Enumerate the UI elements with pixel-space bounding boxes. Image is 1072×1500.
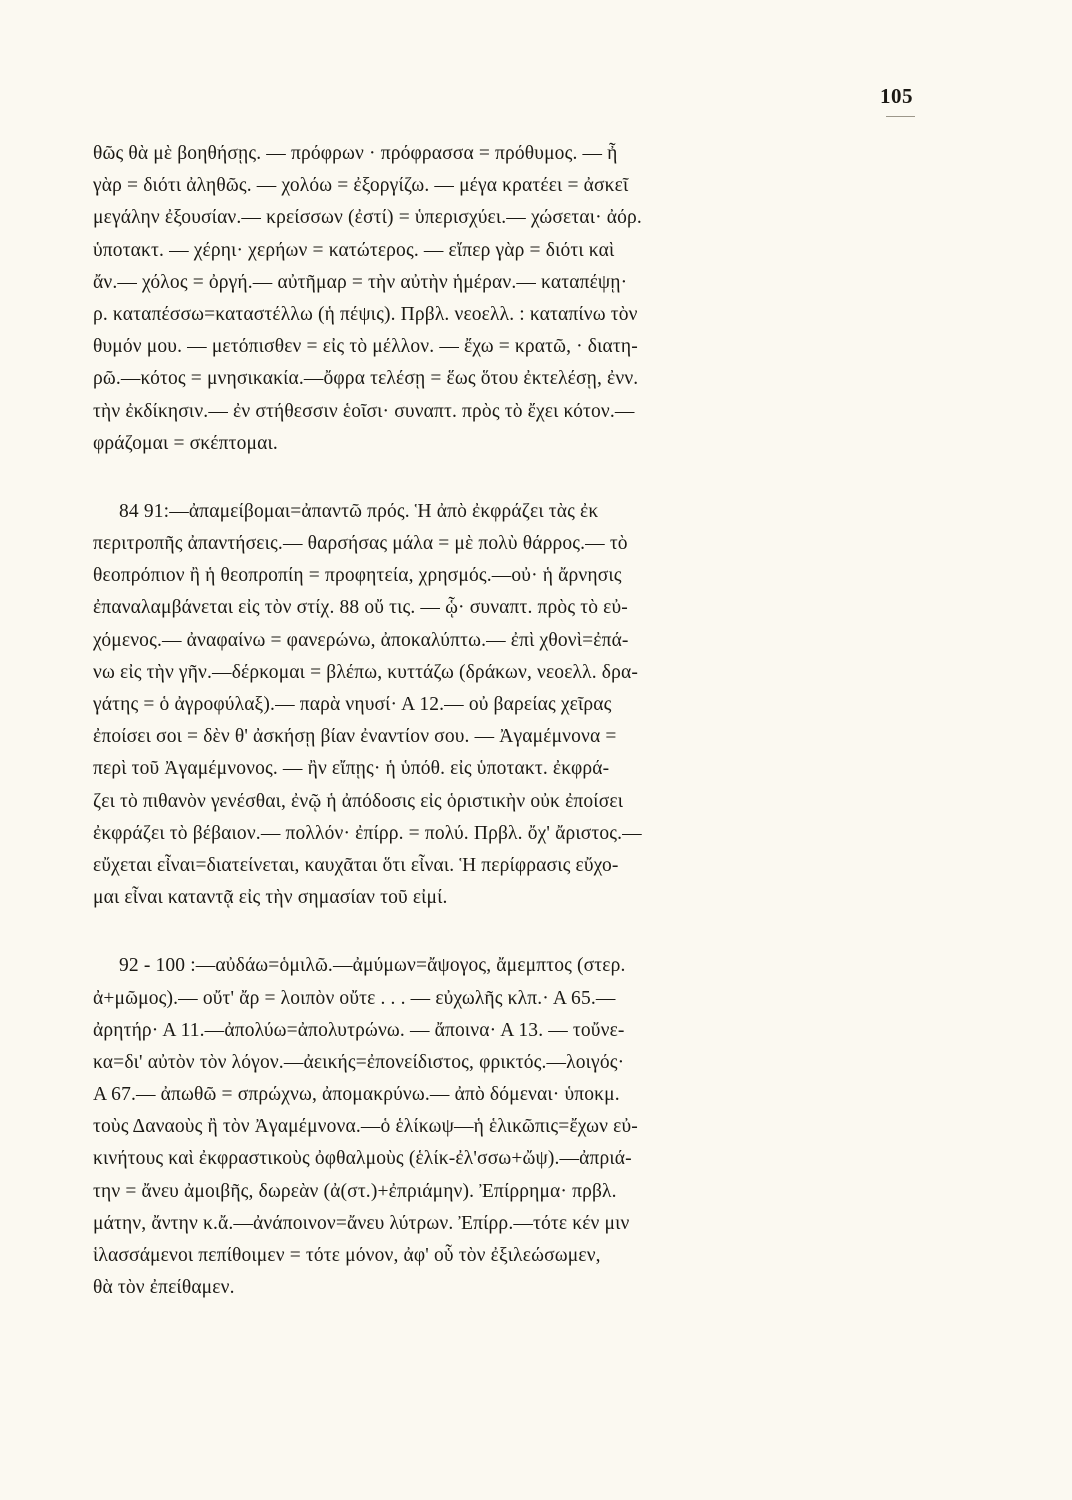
text-line: φράζομαι = σκέπτομαι. (93, 432, 278, 454)
text-line: θεοπρόπιον ἢ ἡ θεοπροπίη = προφητεία, χρησμός.—οὐ· ἡ ἄρνησις (93, 565, 622, 587)
text-line: ἐκφράζει τὸ βέβαιον.— πολλόν· ἐπίρρ. = πολύ. Πρβλ. ὄχ' ἄριστος.— (93, 822, 642, 844)
text-line: ἐπαναλαμβάνεται εἰς τὸν στίχ. 88 οὔ τις. — ᾧ· συναπτ. πρὸς τὸ εὐ- (93, 597, 628, 619)
text-line: εὔχεται εἶναι=διατείνεται, καυχᾶται ὅτι εἶναι. Ἡ περίφρασις εὔχο- (93, 854, 619, 876)
page-number: 105 (880, 84, 913, 108)
paragraph-2 (93, 496, 935, 914)
paragraph-3 (93, 950, 935, 1304)
text-line: μεγάλην ἐξουσίαν.— κρείσσων (ἐστί) = ὑπερισχύει.— χώσεται· ἀόρ. (93, 207, 642, 229)
text-line: ζει τὸ πιθανὸν γενέσθαι, ἐνῷ ἡ ἀπόδοσις εἰς ὁριστικὴν οὐκ ἐποίσει (93, 790, 624, 812)
text-line: περὶ τοῦ Ἀγαμέμνονος. — ἢν εἴπῃς· ἡ ὑπόθ. εἰς ὑποτακτ. ἐκφρά- (93, 758, 610, 780)
text-line: 92 - 100 :—αὐδάω=ὁμιλῶ.—ἀμύμων=ἄψογος, ἄμεμπτος (στερ. (119, 955, 626, 977)
text-line: ἀ+μῶμος).— οὔτ' ἄρ = λοιπὸν οὔτε . . . — εὐχωλῆς κλπ.· Α 65.— (93, 987, 616, 1009)
text-line: κα=δι' αὐτὸν τὸν λόγον.—ἀεικής=ἐπονείδιστος, φρικτός.—λοιγός· (93, 1051, 625, 1073)
text-line: θυμόν μου. — μετόπισθεν = εἰς τὸ μέλλον. — ἔχω = κρατῶ, · διατη- (93, 336, 638, 358)
text-line: χόμενος.— ἀναφαίνω = φανερώνω, ἀποκαλύπτω.— ἐπὶ χθονὶ=ἐπά- (93, 629, 629, 651)
text-line: μαι εἶναι καταντᾷ εἰς τὴν σημασίαν τοῦ εἰμί. (93, 887, 448, 909)
text-line: γὰρ = διότι ἀληθῶς. — χολόω = ἐξοργίζω. — μέγα κρατέει = ἀσκεῖ (93, 175, 629, 197)
text-line: περιτροπῆς ἀπαντήσεις.— θαρσήσας μάλα = μὲ πολὺ θάρρος.— τὸ (93, 533, 628, 555)
text-line: ρ. καταπέσσω=καταστέλλω (ἡ πέψις). Πρβλ. νεοελλ. : καταπίνω τὸν (93, 303, 638, 325)
text-line: ἐποίσει σοι = δὲν θ' ἀσκήσῃ βίαν ἐναντίον σου. — Ἀγαμέμνονα = (93, 726, 617, 748)
paragraph-gap (93, 460, 935, 496)
text-line: μάτην, ἄντην κ.ἄ.—ἀνάποινον=ἄνευ λύτρων. Ἐπίρρ.—τότε κέν μιν (93, 1212, 630, 1234)
text-line: τοὺς Δαναοὺς ἢ τὸν Ἀγαμέμνονα.—ὁ ἑλίκωψ—ἡ ἑλικῶπις=ἔχων εὐ- (93, 1116, 638, 1138)
text-line: τὴν ἐκδίκησιν.— ἐν στήθεσσιν ἑοῖσι· συναπτ. πρὸς τὸ ἔχει κότον.— (93, 400, 635, 422)
text-line: θῶς θὰ μὲ βοηθήσῃς. — πρόφρων · πρόφρασσα = πρόθυμος. — ἦ (93, 143, 618, 164)
text-line: ἄν.— χόλος = ὀργή.— αὐτῆμαρ = τὴν αὐτὴν ἡμέραν.— καταπέψῃ· (93, 271, 628, 293)
text-line: ἱλασσάμενοι πεπίθοιμεν = τότε μόνον, ἀφ' οὗ τὸν ἐξιλεώσωμεν, (93, 1245, 601, 1266)
paragraph-1 (93, 138, 935, 460)
text-line: ἀρητήρ· Α 11.—ἀπολύω=ἀπολυτρώνω. — ἄποινα· Α 13. — τοὔνε- (93, 1019, 625, 1041)
text-line: 84 91:—ἀπαμείβομαι=ἀπαντῶ πρός. Ἡ ἀπὸ ἐκφράζει τὰς ἐκ (119, 500, 599, 522)
text-line: Α 67.— ἀπωθῶ = σπρώχνω, ἀπομακρύνω.— ἀπὸ δόμεναι· ὑποκμ. (93, 1084, 620, 1106)
text-line: κινήτους καὶ ἐκφραστικοὺς ὀφθαλμοὺς (ἑλίκ-ἐλ'σσω+ὤψ).—ἀπριά- (93, 1148, 632, 1170)
commentary-text (93, 138, 935, 1304)
text-line: ὑποτακτ. — χέρηι· χερήων = κατώτερος. — εἴπερ γὰρ = διότι καὶ (93, 239, 615, 261)
text-line: νω εἰς τὴν γῆν.—δέρκομαι = βλέπω, κυττάζω (δράκων, νεοελλ. δρα- (93, 661, 639, 683)
paragraph-gap (93, 914, 935, 950)
text-line: θὰ τὸν ἐπείθαμεν. (93, 1277, 235, 1299)
text-line: την = ἄνευ ἀμοιβῆς, δωρεὰν (ἀ(στ.)+ἐπριάμην). Ἐπίρρημα· πρβλ. (93, 1180, 617, 1202)
text-line: ρῶ.—κότος = μνησικακία.—ὄφρα τελέσῃ = ἕως ὅτου ἐκτελέσῃ, ἐνν. (93, 368, 639, 390)
text-line: γάτης = ὁ ἀγροφύλαξ).— παρὰ νηυσί· Α 12.— οὐ βαρείας χεῖρας (93, 694, 612, 715)
